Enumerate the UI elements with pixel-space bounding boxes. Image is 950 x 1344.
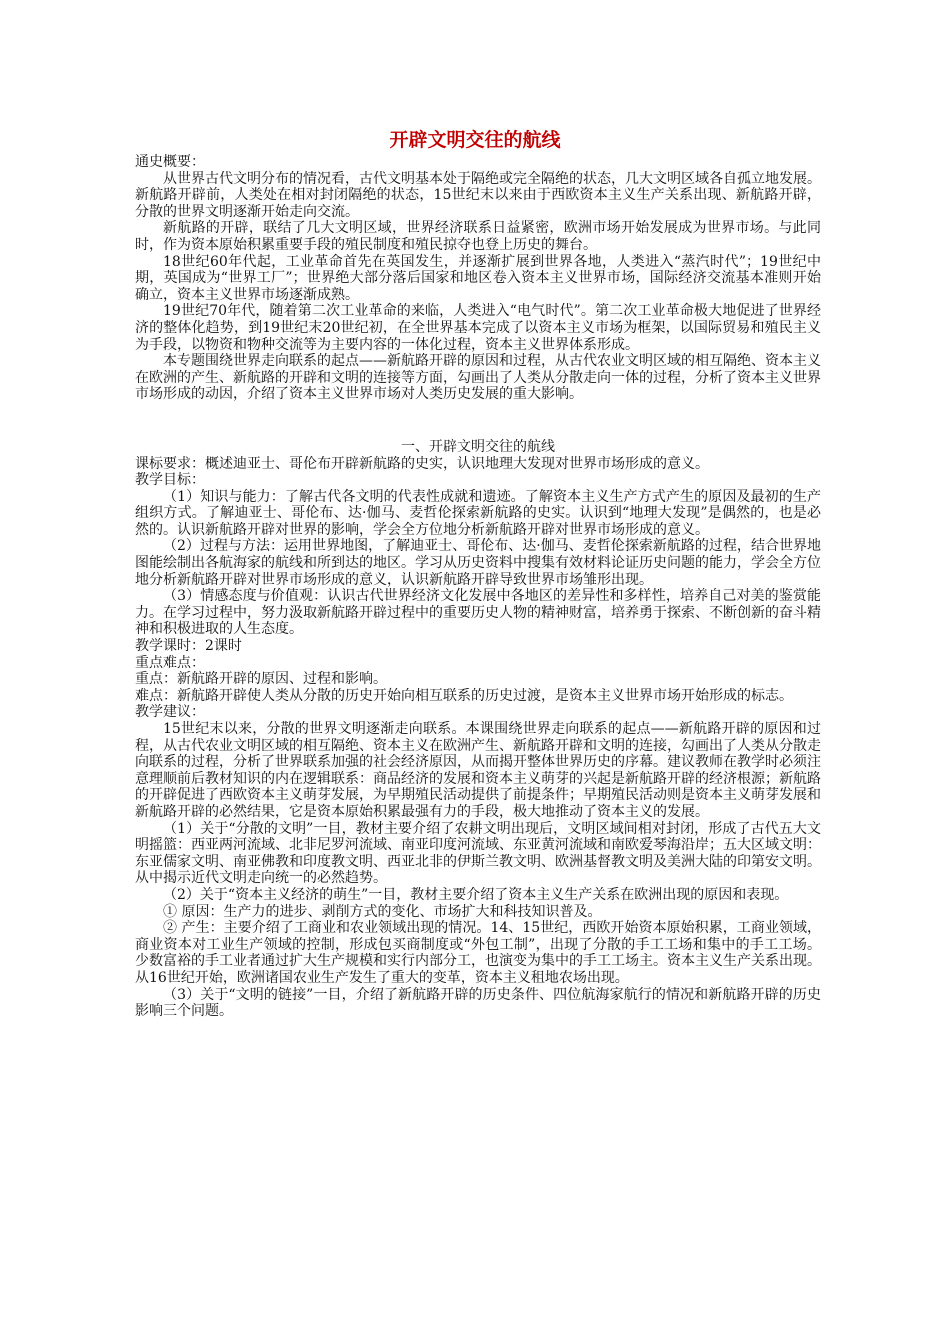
advice-heading: 教学建议： bbox=[135, 704, 205, 721]
teaching-hours: 教学课时：2课时 bbox=[135, 638, 242, 655]
overview-heading: 通史概要： bbox=[135, 154, 205, 170]
document-title: 开辟文明交往的航线 bbox=[389, 129, 561, 151]
overview-paragraph: 从世界古代文明分布的情况看，古代文明基本处于隔绝或完全隔绝的状态，几大文明区域各自孤立地发展。新航路开辟前，人类处在相对封闭隔绝的状态，15世纪末以来由于西欧资本主义生产关系出现、新航路开辟，分散的世界文明逐渐开始走向交流。 bbox=[135, 170, 821, 220]
advice-item: （3）关于“文明的链接”一目，介绍了新航路开辟的历史条件、四位航海家航行的情况和新航路开辟的历史影响三个问题。 bbox=[135, 986, 821, 1020]
goals-heading: 教学目标： bbox=[135, 472, 205, 489]
key-point: 重点：新航路开辟的原因、过程和影响。 bbox=[135, 671, 387, 688]
overview-paragraph: 本专题围绕世界走向联系的起点——新航路开辟的原因和过程，从古代农业文明区域的相互隔绝、资本主义在欧洲的产生、新航路的开辟和文明的连接等方面，勾画出了人类从分散走向一体的过程，分析了资本主义世界市场形成的动因，介绍了资本主义世界市场对人类历史发展的重大影响。 bbox=[135, 353, 821, 403]
goal-item: （2）过程与方法：运用世界地图，了解迪亚士、哥伦布、达·伽马、麦哲伦探索新航路的过程，结合世界地图能绘制出各航海家的航线和所到达的地区。学习从历史资料中搜集有效材料论证历史问题的能力，学会全方位地分析新航路开辟对世界市场形成的意义，认识新航路开辟导致世界市场雏形出现。 bbox=[135, 538, 821, 588]
goal-item: （1）知识与能力：了解古代各文明的代表性成就和遗迹。了解资本主义生产方式产生的原因及最初的生产组织方式。了解迪亚士、哥伦布、达·伽马、麦哲伦探索新航路的史实。认识到“地理大发现”是偶然的，也是必然的。认识新航路开辟对世界的影响，学会全方位地分析新航路开辟对世界市场形成的意义。 bbox=[135, 488, 821, 538]
section-spacer bbox=[135, 403, 821, 439]
advice-item: ① 原因：生产力的进步、剥削方式的变化、市场扩大和科技知识普及。 bbox=[163, 903, 602, 920]
goal-item: （3）情感态度与价值观：认识古代世界经济文化发展中各地区的差异性和多样性，培养自己对美的鉴赏能力。在学习过程中，努力汲取新航路开辟过程中的重要历史人物的精神财富，培养勇于探索、不断创新的奋斗精神和积极进取的人生态度。 bbox=[135, 588, 821, 638]
overview-paragraph: 新航路的开辟，联结了几大文明区域，世界经济联系日益紧密，欧洲市场开始发展成为世界市场。与此同时，作为资本原始积累重要手段的殖民制度和殖民掠夺也登上历史的舞台。 bbox=[135, 220, 821, 253]
advice-intro: 15世纪末以来，分散的世界文明逐渐走向联系。本课围绕世界走向联系的起点——新航路开辟的原因和过程，从古代农业文明区域的相互隔绝、资本主义在欧洲产生、新航路开辟和文明的连接，勾画出了人类从分散走向联系的过程，分析了世界联系加强的社会经济原因，从而揭开整体世界历史的序幕。建议教师在教学时必须注意理顺前后教材知识的内在逻辑联系：商品经济的发展和资本主义萌芽的兴起是新航路开辟的经济根源；新航路的开辟促进了西欧资本主义萌芽发展，为早期殖民活动提供了前提条件；早期殖民活动则是资本主义萌芽发展和新航路开辟的必然结果，它是资本原始积累最强有力的手段，极大地推动了资本主义的发展。 bbox=[135, 721, 821, 820]
section-title: 一、开辟文明交往的航线 bbox=[401, 438, 555, 455]
overview-paragraph: 18世纪60年代起，工业革命首先在英国发生，并逐渐扩展到世界各地，人类进入“蒸汽时代”；19世纪中期，英国成为“世界工厂”；世界绝大部分落后国家和地区卷入资本主义世界市场，国际经济交流基本准则开始确立，资本主义世界市场逐渐成熟。 bbox=[135, 253, 821, 303]
curriculum-requirement: 课标要求：概述迪亚士、哥伦布开辟新航路的史实，认识地理大发现对世界市场形成的意义。 bbox=[135, 455, 709, 472]
overview-paragraph: 19世纪70年代，随着第二次工业革命的来临，人类进入“电气时代”。第二次工业革命极大地促进了世界经济的整体化趋势，到19世纪末20世纪初，在全世界基本完成了以资本主义市场为框架，以国际贸易和殖民主义为手段，以物资和物种交流等为主要内容的一体化过程，资本主义世界体系形成。 bbox=[135, 303, 821, 353]
difficulty-point: 难点：新航路开辟使人类从分散的历史开始向相互联系的历史过渡，是资本主义世界市场开始形成的标志。 bbox=[135, 687, 793, 704]
key-points-heading: 重点难点： bbox=[135, 654, 205, 671]
document-body bbox=[135, 154, 821, 1020]
advice-item: （1）关于“分散的文明”一目，教材主要介绍了农耕文明出现后，文明区域间相对封闭，形成了古代五大文明摇篮：西亚两河流域、北非尼罗河流域、南亚印度河流域、东亚黄河流域和南欧爱琴海沿岸；五大区域文明：东亚儒家文明、南亚佛教和印度教文明、西亚北非的伊斯兰教文明、欧洲基督教文明及美洲大陆的印第安文明。从中揭示近代文明走向统一的必然趋势。 bbox=[135, 820, 821, 887]
advice-item: ② 产生：主要介绍了工商业和农业领域出现的情况。14、15世纪，西欧开始资本原始积累，工商业领域，商业资本对工业生产领域的控制，形成包买商制度或“外包工制”，出现了分散的手工工场和集中的手工工场。少数富裕的手工业者通过扩大生产规模和实行内部分工，也演变为集中的手工工场主。资本主义生产关系出现。从16世纪开始，欧洲诸国农业生产发生了重大的变革，资本主义租地农场出现。 bbox=[135, 920, 821, 986]
advice-item: （2）关于“资本主义经济的萌生”一目，教材主要介绍了资本主义生产关系在欧洲出现的原因和表现。 bbox=[163, 886, 789, 903]
